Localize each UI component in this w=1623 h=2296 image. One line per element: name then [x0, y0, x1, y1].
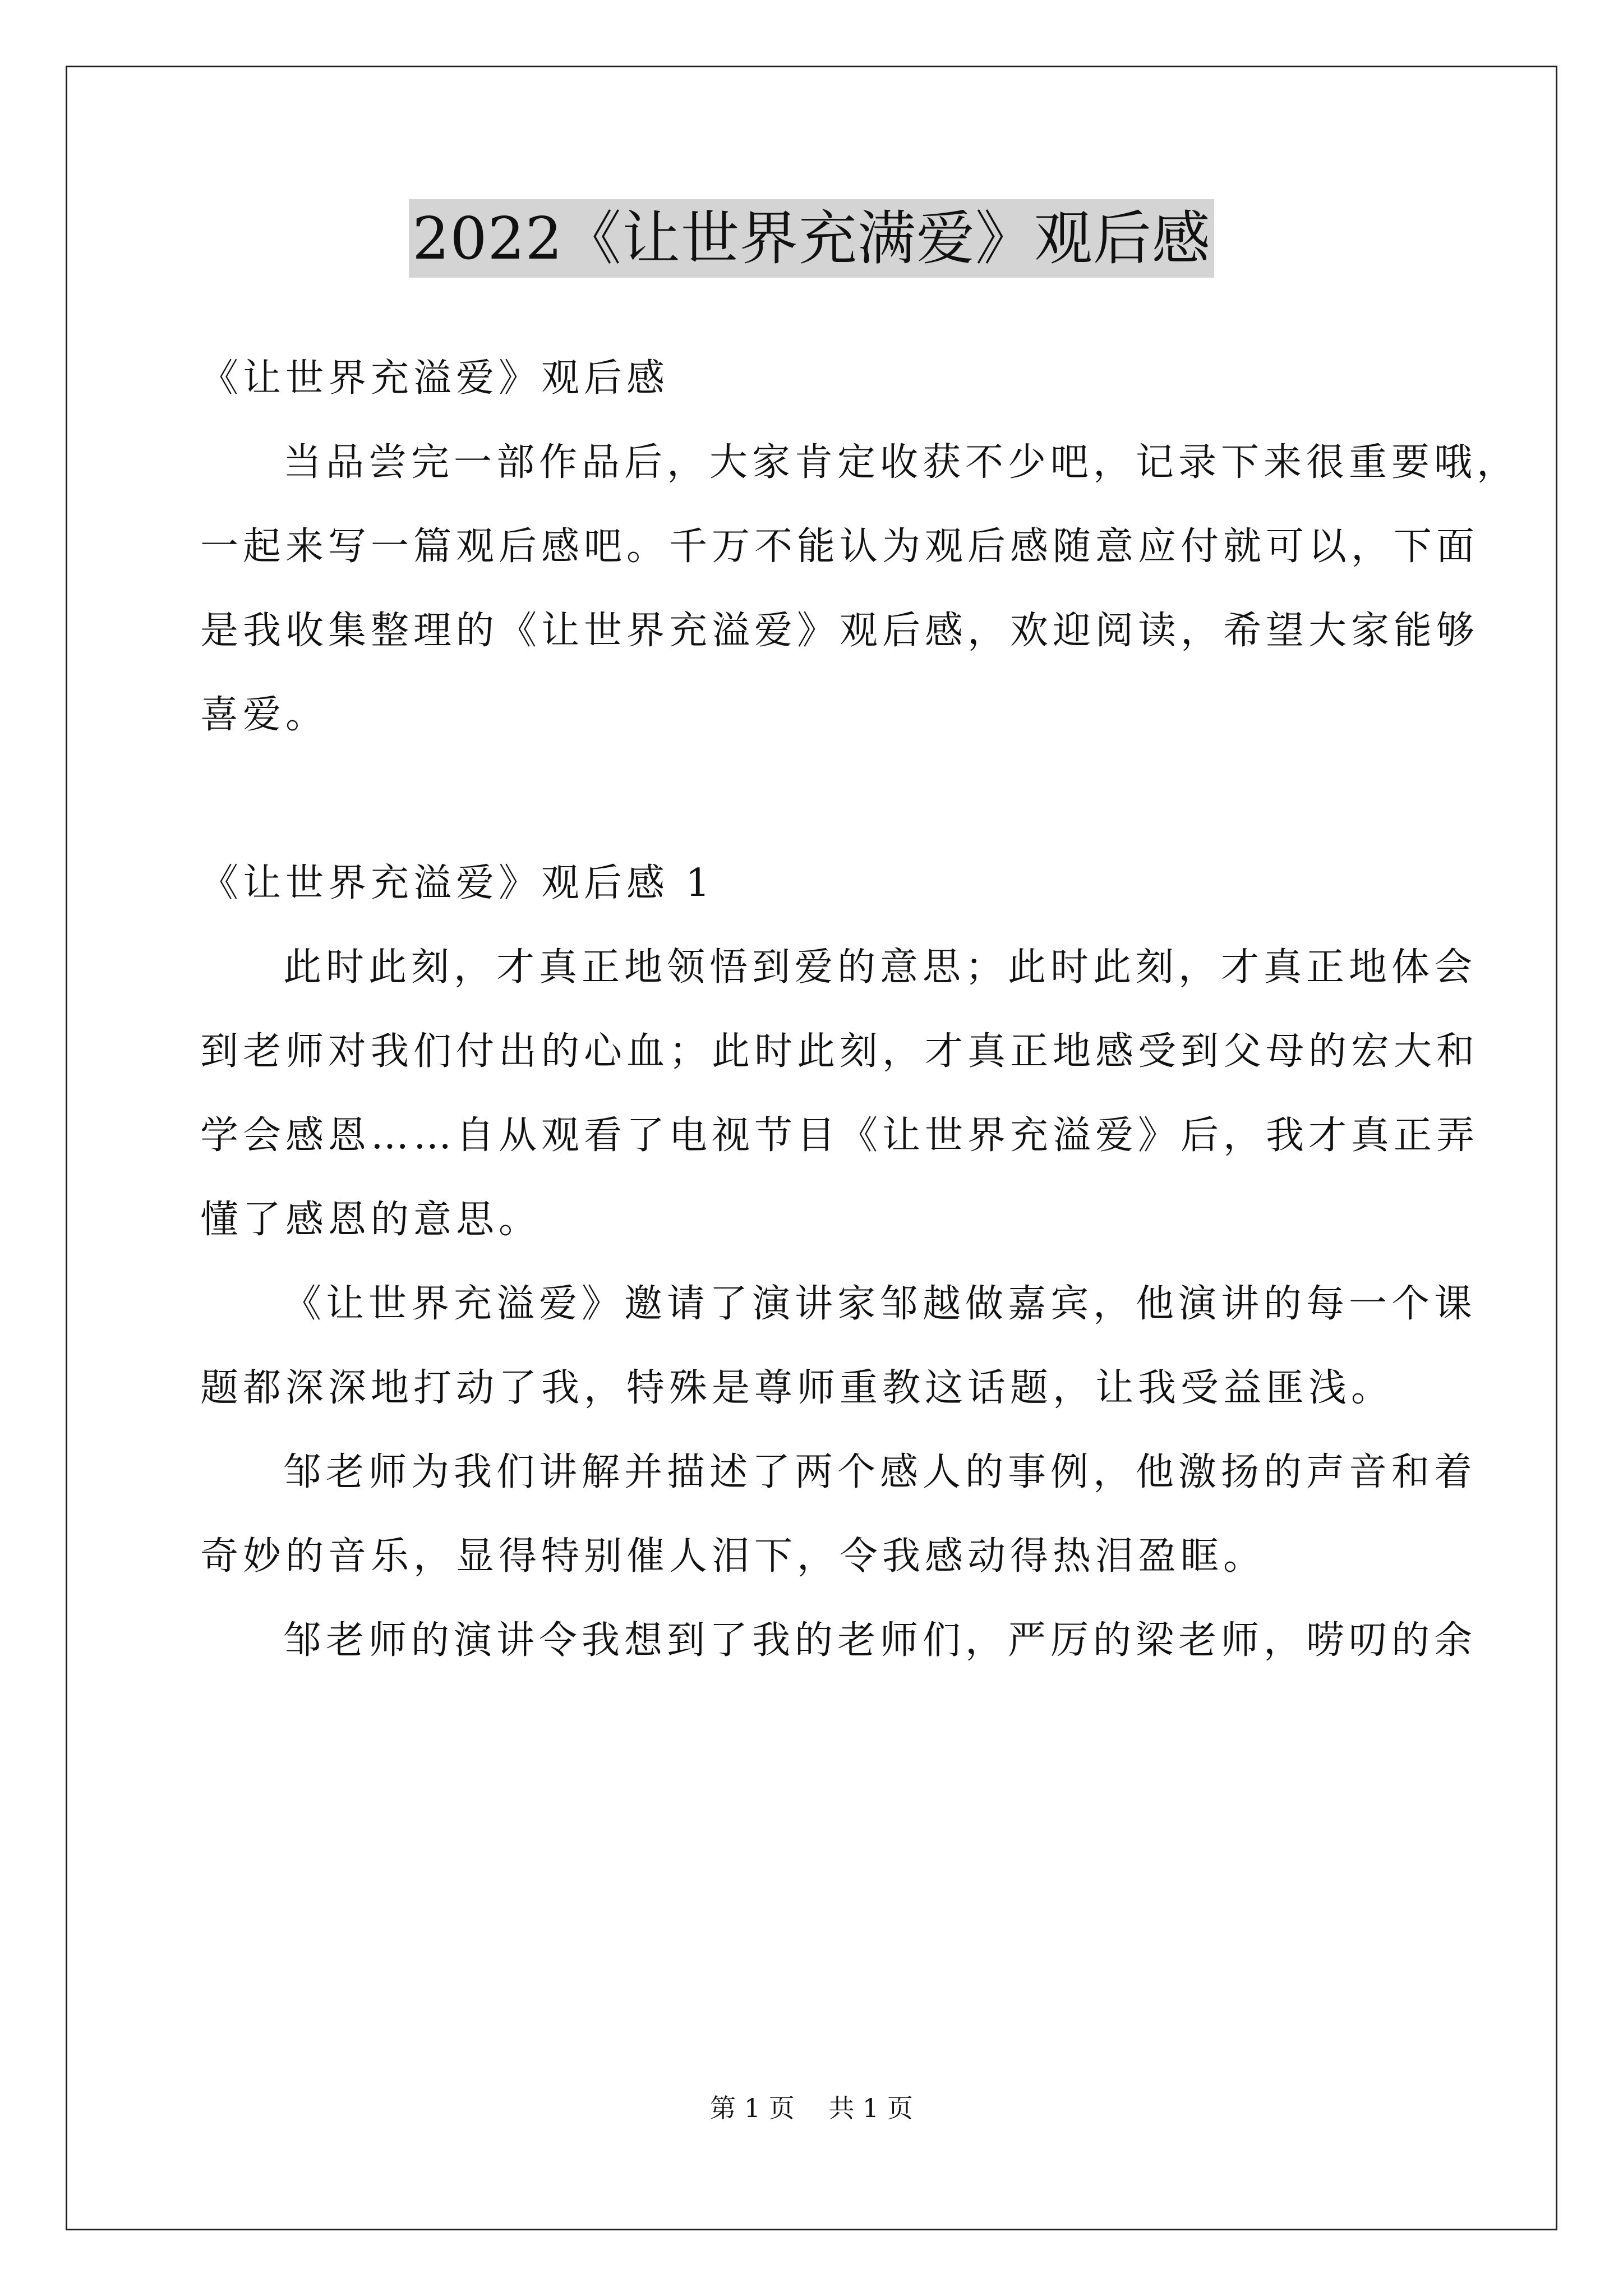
title-container — [0, 199, 1623, 278]
page-footer — [0, 2091, 1623, 2125]
paragraph-line: 懂了感恩的意思。 — [200, 1198, 542, 1242]
paragraph-line: 《让世界充溢爱》邀请了演讲家邹越做嘉宾，他演讲的每一个课 — [283, 1282, 1477, 1326]
paragraph-line: 邹老师为我们讲解并描述了两个感人的事例，他激扬的声音和着 — [283, 1450, 1477, 1494]
document-body — [200, 337, 1520, 1683]
paragraph-line: 到老师对我们付出的心血；此时此刻，才真正地感受到父母的宏大和 — [200, 1029, 1479, 1074]
page-number: 第 1 页 — [710, 2093, 795, 2123]
page-total: 共 1 页 — [828, 2093, 913, 2123]
paragraph-line: 学会感恩……自从观看了电视节目《让世界充溢爱》后，我才真正弄 — [200, 1114, 1479, 1158]
document-title: 2022《让世界充满爱》观后感 — [409, 199, 1214, 278]
section-heading: 《让世界充溢爱》观后感 1 — [200, 861, 714, 905]
blank-line — [200, 757, 1434, 841]
paragraph-line: 题都深深地打动了我，特殊是尊师重教这话题，让我受益匪浅。 — [200, 1366, 1394, 1410]
intro-line: 喜爱。 — [200, 693, 329, 737]
paragraph-line: 奇妙的音乐，显得特别催人泪下，令我感动得热泪盈眶。 — [200, 1534, 1266, 1579]
intro-heading: 《让世界充溢爱》观后感 — [200, 356, 670, 401]
paragraph-line: 邹老师的演讲令我想到了我的老师们，严厉的梁老师，唠叨的余 — [283, 1618, 1477, 1663]
intro-line: 是我收集整理的《让世界充溢爱》观后感，欢迎阅读，希望大家能够 — [200, 609, 1479, 653]
intro-line: 一起来写一篇观后感吧。千万不能认为观后感随意应付就可以，下面 — [200, 524, 1479, 569]
paragraph-line: 此时此刻，才真正地领悟到爱的意思；此时此刻，才真正地体会 — [283, 945, 1477, 990]
intro-line: 当品尝完一部作品后，大家肯定收获不少吧，记录下来很重要哦， — [283, 440, 1520, 485]
